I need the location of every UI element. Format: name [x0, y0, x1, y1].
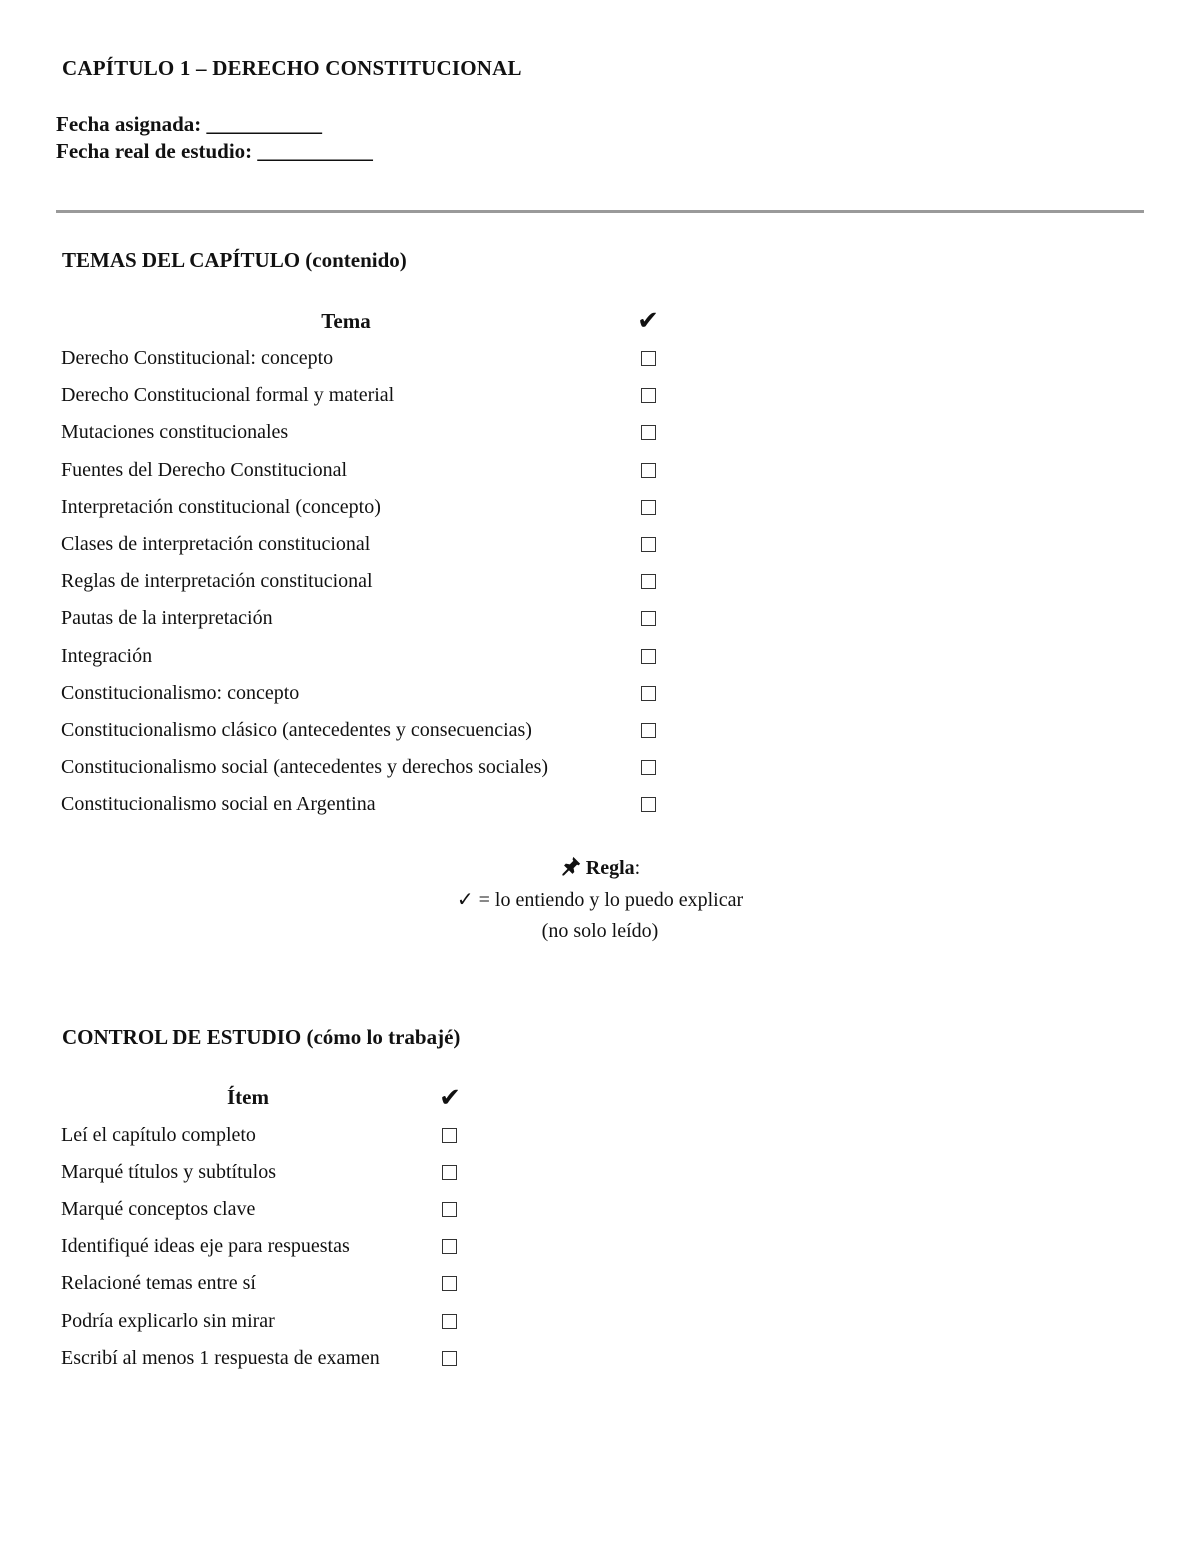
chapter-title: CAPÍTULO 1 – DERECHO CONSTITUCIONAL	[62, 56, 522, 80]
tema-row-checkbox[interactable]	[641, 351, 656, 366]
fecha-asignada: Fecha asignada: ___________	[56, 112, 323, 136]
tema-row-label: Derecho Constitucional: concepto	[61, 347, 334, 369]
tema-row-checkbox[interactable]	[641, 537, 656, 552]
tema-row-checkbox[interactable]	[641, 388, 656, 403]
control-row-label: Marqué títulos y subtítulos	[61, 1161, 276, 1184]
tema-row-checkbox[interactable]	[641, 425, 656, 440]
tema-row-checkbox[interactable]	[641, 611, 656, 626]
control-row-label: Podría explicarlo sin mirar	[61, 1309, 275, 1332]
temas-col-tema: Tema	[321, 309, 371, 333]
control-row-label: Relacioné temas entre sí	[61, 1272, 256, 1295]
tema-row-label: Constitucionalismo: concepto	[61, 681, 300, 704]
tema-row-label: Pautas de la interpretación	[61, 607, 273, 630]
tema-row-checkbox[interactable]	[641, 760, 656, 775]
tema-row-label: Derecho Constitucional formal y material	[61, 384, 395, 407]
control-row-label: Escribí al menos 1 respuesta de examen	[61, 1346, 380, 1369]
temas-heading: TEMAS DEL CAPÍTULO (contenido)	[62, 248, 407, 272]
tema-row-checkbox[interactable]	[641, 686, 656, 701]
control-row-label: Marqué conceptos clave	[61, 1198, 256, 1221]
control-row-checkbox[interactable]	[442, 1239, 457, 1254]
control-row-checkbox[interactable]	[442, 1202, 457, 1217]
tema-row-checkbox[interactable]	[641, 500, 656, 515]
pushpin-icon	[560, 855, 582, 877]
tema-row-checkbox[interactable]	[641, 797, 656, 812]
tema-row-label: Mutaciones constitucionales	[61, 421, 289, 444]
control-row-checkbox[interactable]	[442, 1351, 457, 1366]
control-row-label: Identifiqué ideas eje para respuestas	[61, 1235, 350, 1258]
control-row-checkbox[interactable]	[442, 1128, 457, 1143]
tema-row-checkbox[interactable]	[641, 723, 656, 738]
tema-row-label: Interpretación constitucional (concepto)	[61, 495, 381, 518]
control-row-checkbox[interactable]	[442, 1314, 457, 1329]
horizontal-divider	[56, 210, 1144, 213]
regla-title: Regla	[585, 857, 635, 879]
regla-line1-text: = lo entiendo y lo puedo explicar	[473, 889, 744, 911]
regla-line1	[300, 884, 900, 916]
tema-row-label: Reglas de interpretación constitucional	[61, 570, 373, 593]
control-heading: CONTROL DE ESTUDIO (cómo lo trabajé)	[62, 1025, 461, 1049]
tema-row-label: Constitucionalismo social (antecedentes y derechos sociales)	[61, 756, 549, 779]
tema-row-label: Constitucionalismo social en Argentina	[61, 793, 376, 816]
control-row-checkbox[interactable]	[442, 1165, 457, 1180]
regla-title-line	[300, 853, 900, 884]
tema-row-label: Clases de interpretación constitucional	[61, 533, 371, 555]
regla-block	[300, 853, 900, 947]
fecha-real-estudio: Fecha real de estudio: ___________	[56, 139, 373, 163]
control-col-check-icon: ✔	[439, 1083, 461, 1113]
regla-line2: (no solo leído)	[541, 920, 659, 942]
temas-col-check-icon: ✔	[637, 306, 659, 336]
tema-row-label: Constitucionalismo clásico (antecedentes y consecuencias)	[61, 719, 532, 741]
tema-row-checkbox[interactable]	[641, 463, 656, 478]
checkmark-icon: ✓	[456, 887, 474, 911]
tema-row-checkbox[interactable]	[641, 649, 656, 664]
control-row-label: Leí el capítulo completo	[61, 1124, 256, 1146]
regla-colon: :	[634, 857, 641, 879]
tema-row-label: Fuentes del Derecho Constitucional	[61, 458, 348, 481]
tema-row-label: Integración	[61, 644, 153, 667]
tema-row-checkbox[interactable]	[641, 574, 656, 589]
control-col-item: Ítem	[227, 1085, 269, 1109]
control-row-checkbox[interactable]	[442, 1276, 457, 1291]
